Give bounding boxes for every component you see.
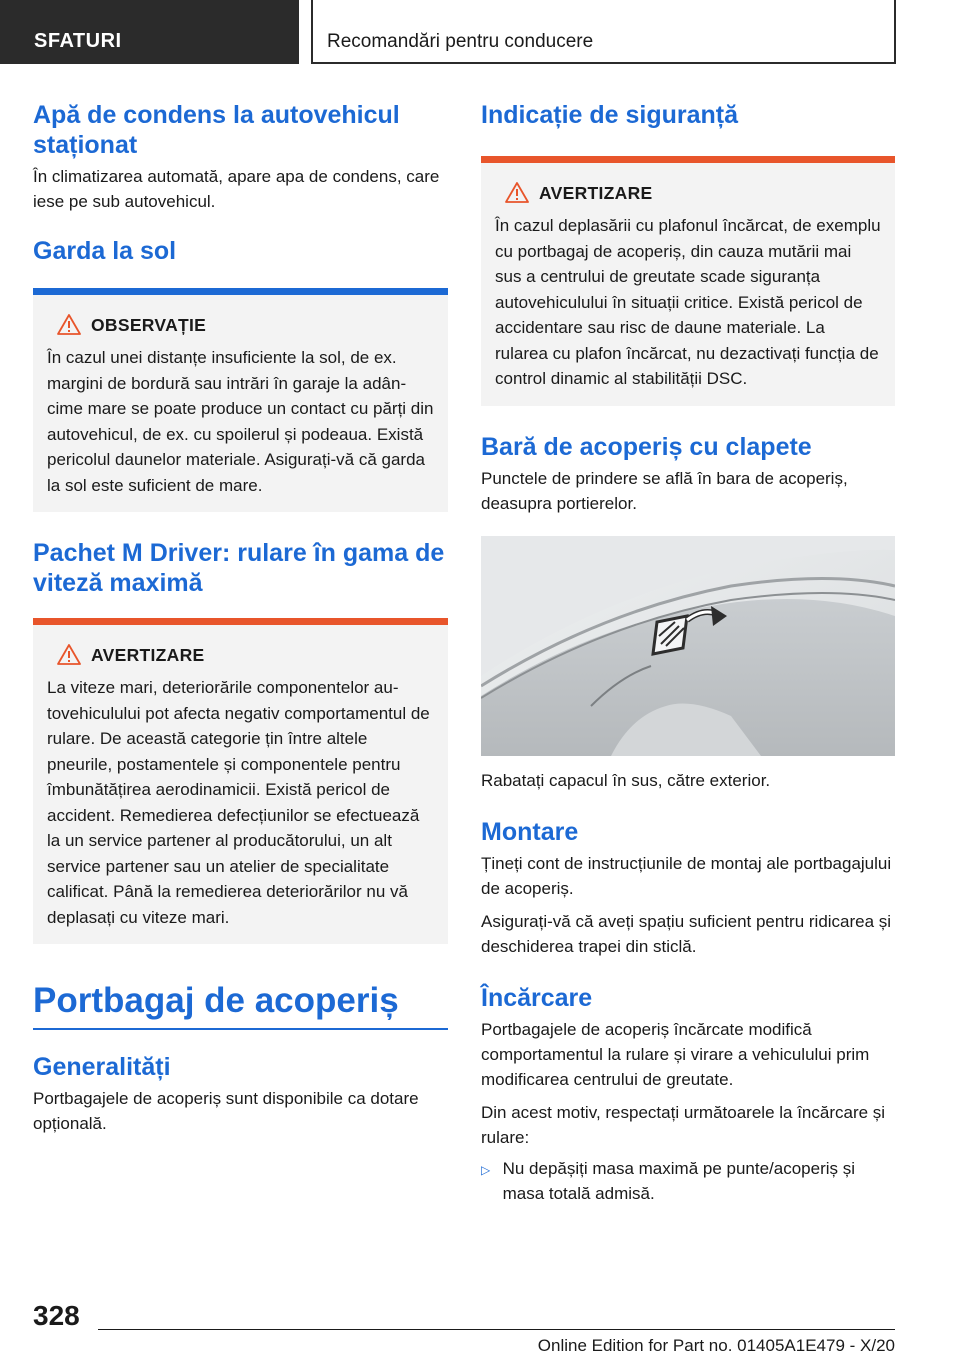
triangle-bullet-icon: ▷ xyxy=(481,1162,491,1177)
list-item xyxy=(481,1156,895,1206)
portbagaj-heading: Portbagaj de acoperiș xyxy=(33,981,399,1020)
right-column xyxy=(481,100,895,1206)
montare-text-2: Asigurați-vă că aveți spațiu suficient pentru ridicarea și deschiderea trapei din sticlă. xyxy=(481,911,892,956)
notice-text: În cazul unei distanțe insuficiente la sol, de ex. margini de bordură sau intrări în garaje la adâncime mare se poate produce un contact cu părți din autovehicul, de ex. cu spoilerul și podeaua. Există pericolul daunelor materiale. Asigurați-vă că garda la sol este suficient de mare. xyxy=(47,348,434,495)
warning-text-speed: La viteze mari, deteriorările componentelor autovehiculului pot afecta negativ comportamentul de rulare. De această categorie țin între altele pneurile, postamentele și componentele pentru îmbunătățirea aerodinamicii. Există pericol de accident. Remedierea defecțiunilor se efectuează la un service partener al producătorului, un alt service partener sau un atelier de specialitate calificat. Până la remedierea deteriorărilor nu vă deplasați cu viteze mari. xyxy=(47,678,430,927)
condens-text: În climatizarea automată, apare apa de condens, care iese pe sub autovehicul. xyxy=(33,167,440,211)
warning-label: AVERTIZARE xyxy=(539,183,653,203)
warning-box-speed xyxy=(33,618,448,944)
montare-text-1: Țineți cont de instrucțiunile de montaj ale portbagajului de acoperiș. xyxy=(481,853,892,898)
page-number: 328 xyxy=(33,1300,80,1331)
warning-box-roof xyxy=(481,156,895,406)
general-text: Portbagajele de acoperiș sunt disponibile ca dotare opțională. xyxy=(33,1089,419,1133)
incarcare-heading: Încărcare xyxy=(481,983,593,1012)
siguranta-heading: Indicație de siguranță xyxy=(481,101,739,129)
warning-text-roof: În cazul deplasării cu plafonul încărcat, de exemplu cu portbagaj de acoperiș, din cauza mutării mai sus a centrului de greutate scade siguranța autovehiculului în situații critice. Există pericol de accidentare sau risc de daune materiale. La rularea cu plafon încărcat, nu dezactivați funcția de control dinamic al stabilității DSC. xyxy=(495,216,881,388)
incarcare-text-1: Portbagajele de acoperiș încărcate modifică comportamentul la rulare și virare a vehiculului prim modificarea centrului de greutate. xyxy=(481,1019,870,1089)
heading-rule xyxy=(33,1028,448,1030)
warning-triangle-icon xyxy=(57,644,81,665)
incarcare-text-2: Din acest motiv, respectați următoarele la încărcare și rulare: xyxy=(481,1102,886,1147)
pachet-heading: Pachet M Driver: rulare în gama de viteză maximă xyxy=(33,539,445,597)
bara-heading: Bară de acoperiș cu clapete xyxy=(481,432,812,461)
warning-triangle-icon xyxy=(505,182,529,203)
notice-box xyxy=(33,288,448,512)
left-column xyxy=(33,100,448,1136)
bara-text: Punctele de prindere se află în bara de acoperiș, deasupra portierelor. xyxy=(481,468,848,513)
edition-footer: Online Edition for Part no. 01405A1E479 - X/20 xyxy=(537,1336,895,1355)
notice-label: OBSERVAȚIE xyxy=(91,315,207,335)
roof-rail-photo xyxy=(481,536,895,756)
chapter-title: Recomandări pentru conducere xyxy=(311,0,896,64)
warning-triangle-icon xyxy=(57,314,81,335)
photo-caption: Rabatați capacul în sus, către exterior. xyxy=(481,770,771,790)
section-tab: SFATURI xyxy=(0,0,299,64)
list-item-text: Nu depășiți masa maximă pe punte/acoperiș și masa totală admisă. xyxy=(502,1158,856,1203)
condens-heading: Apă de condens la autovehicul staționat xyxy=(33,101,400,159)
warning-label: AVERTIZARE xyxy=(91,645,205,665)
general-heading: Generalități xyxy=(33,1053,171,1081)
garda-heading: Garda la sol xyxy=(33,237,177,265)
montare-heading: Montare xyxy=(481,817,579,846)
footer-rule xyxy=(98,1329,895,1330)
